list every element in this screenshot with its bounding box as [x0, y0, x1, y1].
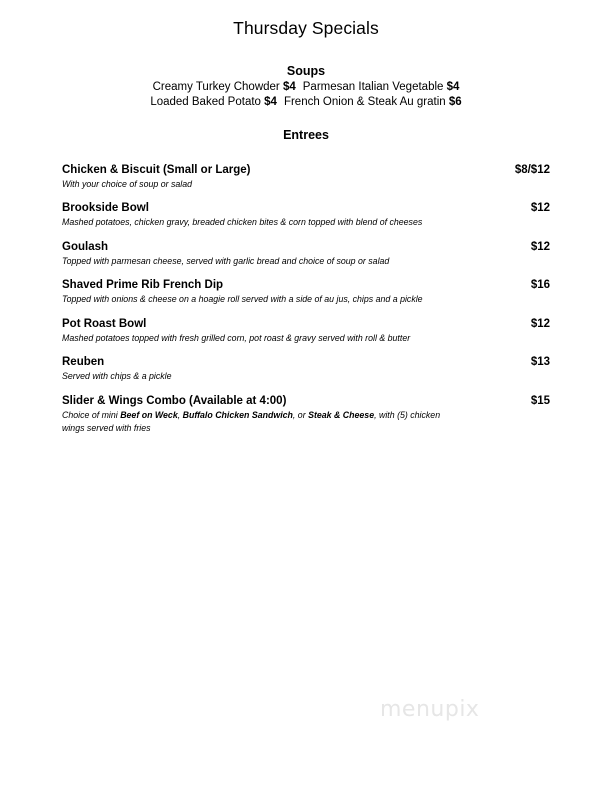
entree-item — [62, 278, 550, 306]
entree-price: $15 — [530, 395, 550, 407]
soup-name: Loaded Baked Potato — [150, 96, 261, 108]
entree-item — [62, 201, 550, 229]
entree-description: With your choice of soup or salad — [62, 179, 192, 189]
entree-description: Topped with parmesan cheese, served with garlic bread and choice of soup or salad — [62, 256, 390, 266]
page-title: Thursday Specials — [233, 18, 379, 38]
entree-description: Mashed potatoes topped with fresh grilled corn, pot roast & gravy served with roll & butter — [62, 333, 411, 343]
entree-item — [62, 355, 550, 383]
entree-name: Chicken & Biscuit (Small or Large) — [62, 164, 251, 176]
soup-price: $4 — [282, 81, 296, 93]
entree-price: $8/$12 — [514, 164, 550, 176]
soup-price: $6 — [448, 96, 462, 108]
entree-item — [62, 317, 550, 345]
entree-price: $12 — [530, 318, 550, 330]
soups-heading: Soups — [286, 64, 326, 78]
entree-price: $16 — [530, 279, 550, 291]
entree-item — [62, 240, 550, 268]
soup-name: Parmesan Italian Vegetable — [302, 81, 444, 93]
entree-name: Brookside Bowl — [62, 202, 149, 214]
soup-price: $4 — [446, 81, 460, 93]
entree-name: Pot Roast Bowl — [62, 318, 147, 330]
entree-description: Served with chips & a pickle — [62, 371, 172, 381]
soup-name: French Onion & Steak Au gratin — [283, 96, 446, 108]
entree-name: Slider & Wings Combo (Available at 4:00) — [62, 395, 287, 407]
entree-name: Shaved Prime Rib French Dip — [62, 279, 224, 291]
menupix-watermark: menupix — [380, 697, 480, 722]
entree-description: Mashed potatoes, chicken gravy, breaded chicken bites & corn topped with blend of cheeses — [62, 217, 423, 227]
entree-name: Reuben — [62, 356, 105, 368]
entree-name: Goulash — [62, 241, 109, 253]
entree-description: Choice of mini Beef on Weck, Buffalo Chicken Sandwich, or Steak & Cheese, with (5) chicken wings served with fries — [62, 410, 441, 433]
soup-line — [0, 96, 612, 108]
entrees-heading: Entrees — [283, 128, 329, 142]
soup-line — [0, 81, 612, 93]
soup-price: $4 — [264, 96, 277, 108]
entree-price: $12 — [530, 202, 550, 214]
entree-item — [62, 163, 550, 191]
soup-name: Creamy Turkey Chowder — [152, 81, 280, 93]
entree-price: $13 — [530, 356, 550, 368]
entree-item — [62, 394, 550, 435]
entree-description: Topped with onions & cheese on a hoagie roll served with a side of au jus, chips and a pickle — [62, 294, 423, 304]
entree-price: $12 — [530, 241, 550, 253]
